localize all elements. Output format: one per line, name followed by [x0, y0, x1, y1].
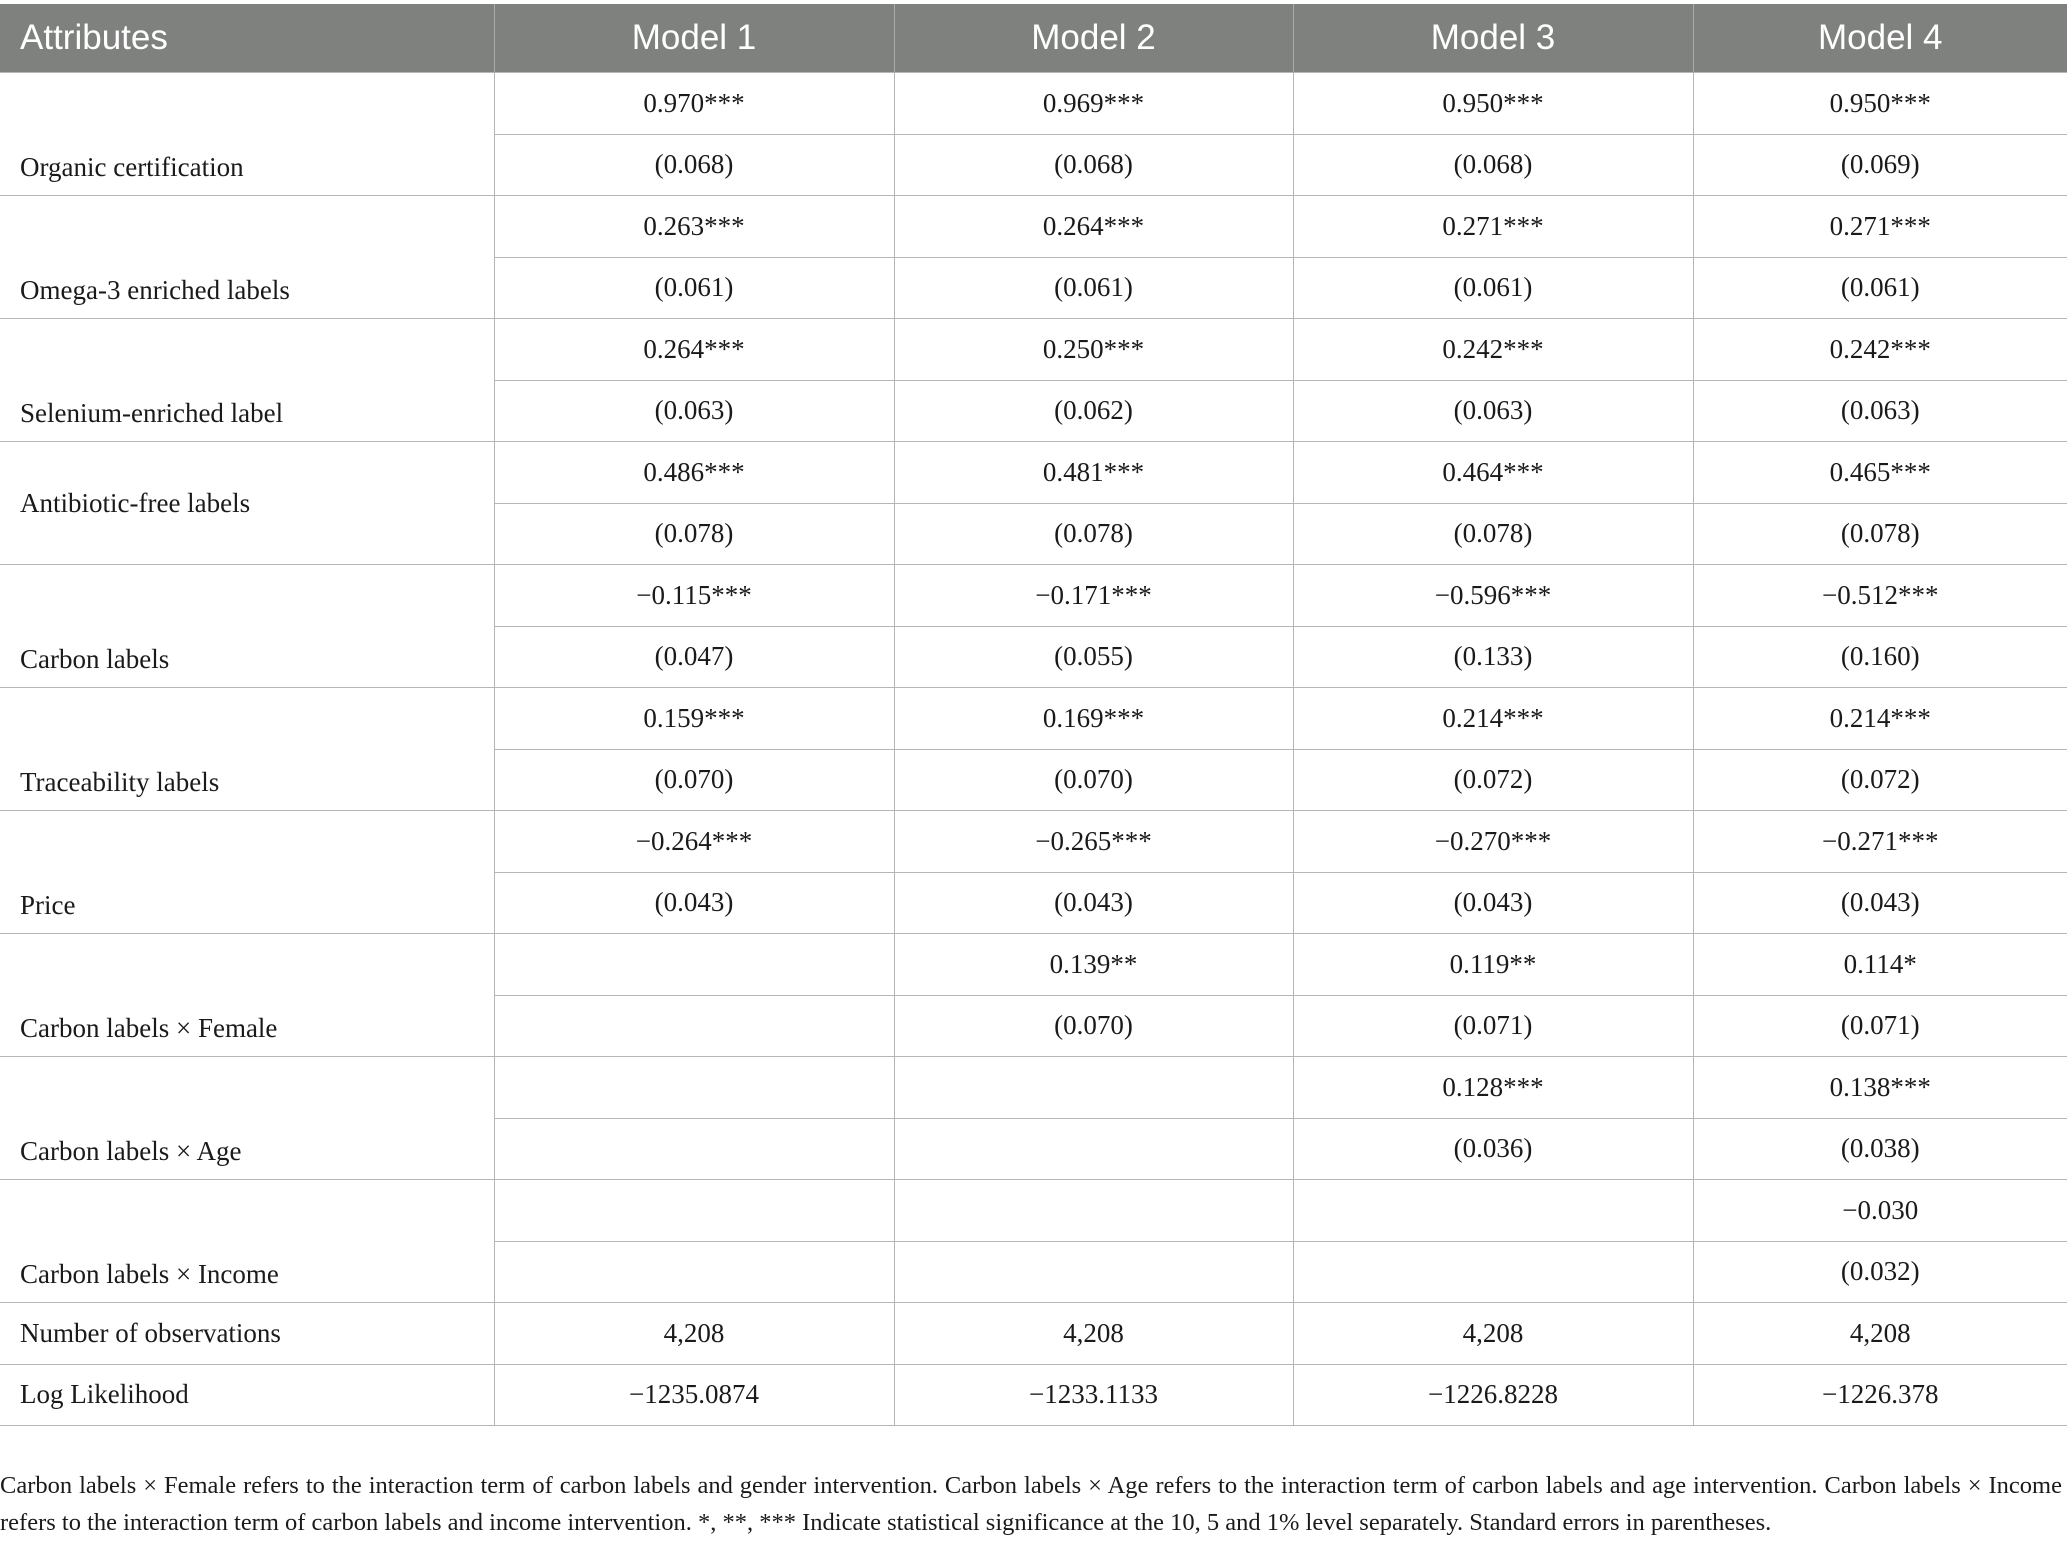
coefficient-cell	[494, 1180, 894, 1242]
header-model-4: Model 4	[1693, 4, 2067, 73]
standard-error-cell: (0.068)	[1293, 134, 1693, 196]
coefficient-cell: −0.265***	[894, 811, 1293, 873]
summary-value-cell: 4,208	[894, 1303, 1293, 1365]
attribute-label: Omega-3 enriched labels	[0, 196, 494, 319]
coefficient-cell: 0.214***	[1293, 688, 1693, 750]
coefficient-cell	[494, 1057, 894, 1119]
standard-error-cell: (0.038)	[1693, 1118, 2067, 1180]
standard-error-cell: (0.133)	[1293, 626, 1693, 688]
standard-error-cell: (0.062)	[894, 380, 1293, 442]
summary-label: Log Likelihood	[0, 1364, 494, 1426]
table-row-coefficient	[0, 196, 2067, 258]
coefficient-cell: −0.030	[1693, 1180, 2067, 1242]
coefficient-cell	[894, 1180, 1293, 1242]
standard-error-cell: (0.036)	[1293, 1118, 1693, 1180]
standard-error-cell: (0.061)	[1293, 257, 1693, 319]
coefficient-cell: 0.486***	[494, 442, 894, 504]
coefficient-cell: −0.115***	[494, 565, 894, 627]
standard-error-cell: (0.070)	[894, 995, 1293, 1057]
table-body	[0, 73, 2067, 1426]
table-row-coefficient	[0, 811, 2067, 873]
header-model-2: Model 2	[894, 4, 1293, 73]
coefficient-cell: 0.950***	[1693, 73, 2067, 135]
coefficient-cell: 0.970***	[494, 73, 894, 135]
header-attributes: Attributes	[0, 4, 494, 73]
coefficient-cell: 0.481***	[894, 442, 1293, 504]
standard-error-cell: (0.063)	[494, 380, 894, 442]
table-header	[0, 4, 2067, 73]
table-row-coefficient	[0, 319, 2067, 381]
coefficient-cell: −0.171***	[894, 565, 1293, 627]
summary-value-cell: −1233.1133	[894, 1364, 1293, 1426]
standard-error-cell	[894, 1241, 1293, 1303]
coefficient-cell: 0.263***	[494, 196, 894, 258]
standard-error-cell: (0.055)	[894, 626, 1293, 688]
table-row-coefficient	[0, 934, 2067, 996]
standard-error-cell: (0.078)	[1293, 503, 1693, 565]
coefficient-cell: 0.214***	[1693, 688, 2067, 750]
coefficient-cell: 0.242***	[1293, 319, 1693, 381]
attribute-label: Traceability labels	[0, 688, 494, 811]
header-model-1: Model 1	[494, 4, 894, 73]
coefficient-cell	[1293, 1180, 1693, 1242]
standard-error-cell: (0.068)	[894, 134, 1293, 196]
coefficient-cell: 0.264***	[494, 319, 894, 381]
standard-error-cell: (0.070)	[494, 749, 894, 811]
standard-error-cell: (0.032)	[1693, 1241, 2067, 1303]
coefficient-cell: 0.119**	[1293, 934, 1693, 996]
attribute-label: Carbon labels	[0, 565, 494, 688]
coefficient-cell: −0.596***	[1293, 565, 1693, 627]
standard-error-cell	[1293, 1241, 1693, 1303]
standard-error-cell: (0.069)	[1693, 134, 2067, 196]
standard-error-cell: (0.078)	[894, 503, 1293, 565]
attribute-label: Price	[0, 811, 494, 934]
summary-value-cell: −1226.8228	[1293, 1364, 1693, 1426]
coefficient-cell: 0.114*	[1693, 934, 2067, 996]
standard-error-cell: (0.043)	[494, 872, 894, 934]
standard-error-cell: (0.061)	[1693, 257, 2067, 319]
summary-value-cell: −1235.0874	[494, 1364, 894, 1426]
table-footnote: Carbon labels × Female refers to the interaction term of carbon labels and gender intervention. Carbon labels × Age refers to the interaction term of carbon labels and age intervention. Carbon labels × Income refers to the interaction term of carbon labels and income intervention. *, **, *** Indicate statistical significance at the 10, 5 and 1% level separately. Standard errors in parentheses.	[0, 1471, 2062, 1536]
coefficient-cell: 0.242***	[1693, 319, 2067, 381]
coefficient-cell: 0.969***	[894, 73, 1293, 135]
coefficient-cell: 0.950***	[1293, 73, 1693, 135]
coefficient-cell: −0.264***	[494, 811, 894, 873]
coefficient-cell: 0.465***	[1693, 442, 2067, 504]
standard-error-cell: (0.071)	[1693, 995, 2067, 1057]
coefficient-cell: 0.464***	[1293, 442, 1693, 504]
table-row-summary	[0, 1303, 2067, 1365]
coefficient-cell: −0.271***	[1693, 811, 2067, 873]
standard-error-cell: (0.063)	[1293, 380, 1693, 442]
summary-label: Number of observations	[0, 1303, 494, 1365]
coefficient-cell: 0.264***	[894, 196, 1293, 258]
regression-results-table	[0, 4, 2067, 1426]
coefficient-cell	[894, 1057, 1293, 1119]
header-row	[0, 4, 2067, 73]
coefficient-cell: 0.128***	[1293, 1057, 1693, 1119]
standard-error-cell: (0.071)	[1293, 995, 1693, 1057]
summary-value-cell: 4,208	[1293, 1303, 1693, 1365]
standard-error-cell: (0.043)	[1293, 872, 1693, 934]
standard-error-cell: (0.078)	[494, 503, 894, 565]
attribute-label: Carbon labels × Female	[0, 934, 494, 1057]
coefficient-cell: 0.169***	[894, 688, 1293, 750]
table-row-coefficient	[0, 442, 2067, 504]
attribute-label: Organic certification	[0, 73, 494, 196]
standard-error-cell: (0.072)	[1693, 749, 2067, 811]
attribute-label: Carbon labels × Income	[0, 1180, 494, 1303]
standard-error-cell: (0.061)	[494, 257, 894, 319]
summary-value-cell: 4,208	[494, 1303, 894, 1365]
standard-error-cell: (0.043)	[1693, 872, 2067, 934]
coefficient-cell: 0.138***	[1693, 1057, 2067, 1119]
coefficient-cell: 0.139**	[894, 934, 1293, 996]
table-row-coefficient	[0, 73, 2067, 135]
standard-error-cell: (0.061)	[894, 257, 1293, 319]
coefficient-cell: 0.271***	[1293, 196, 1693, 258]
table-row-coefficient	[0, 1180, 2067, 1242]
coefficient-cell	[494, 934, 894, 996]
standard-error-cell: (0.043)	[894, 872, 1293, 934]
standard-error-cell	[494, 1118, 894, 1180]
standard-error-cell: (0.078)	[1693, 503, 2067, 565]
table-row-summary	[0, 1364, 2067, 1426]
standard-error-cell: (0.070)	[894, 749, 1293, 811]
coefficient-cell: −0.270***	[1293, 811, 1693, 873]
header-model-3: Model 3	[1293, 4, 1693, 73]
standard-error-cell: (0.047)	[494, 626, 894, 688]
table-row-coefficient	[0, 688, 2067, 750]
table-row-coefficient	[0, 565, 2067, 627]
attribute-label: Carbon labels × Age	[0, 1057, 494, 1180]
table-row-coefficient	[0, 1057, 2067, 1119]
results-table-container	[0, 4, 2067, 1426]
coefficient-cell: 0.271***	[1693, 196, 2067, 258]
attribute-label: Antibiotic-free labels	[0, 442, 494, 565]
standard-error-cell: (0.160)	[1693, 626, 2067, 688]
summary-value-cell: −1226.378	[1693, 1364, 2067, 1426]
coefficient-cell: 0.159***	[494, 688, 894, 750]
summary-value-cell: 4,208	[1693, 1303, 2067, 1365]
standard-error-cell	[894, 1118, 1293, 1180]
standard-error-cell	[494, 995, 894, 1057]
standard-error-cell	[494, 1241, 894, 1303]
coefficient-cell: −0.512***	[1693, 565, 2067, 627]
standard-error-cell: (0.063)	[1693, 380, 2067, 442]
standard-error-cell: (0.072)	[1293, 749, 1693, 811]
standard-error-cell: (0.068)	[494, 134, 894, 196]
attribute-label: Selenium-enriched label	[0, 319, 494, 442]
coefficient-cell: 0.250***	[894, 319, 1293, 381]
